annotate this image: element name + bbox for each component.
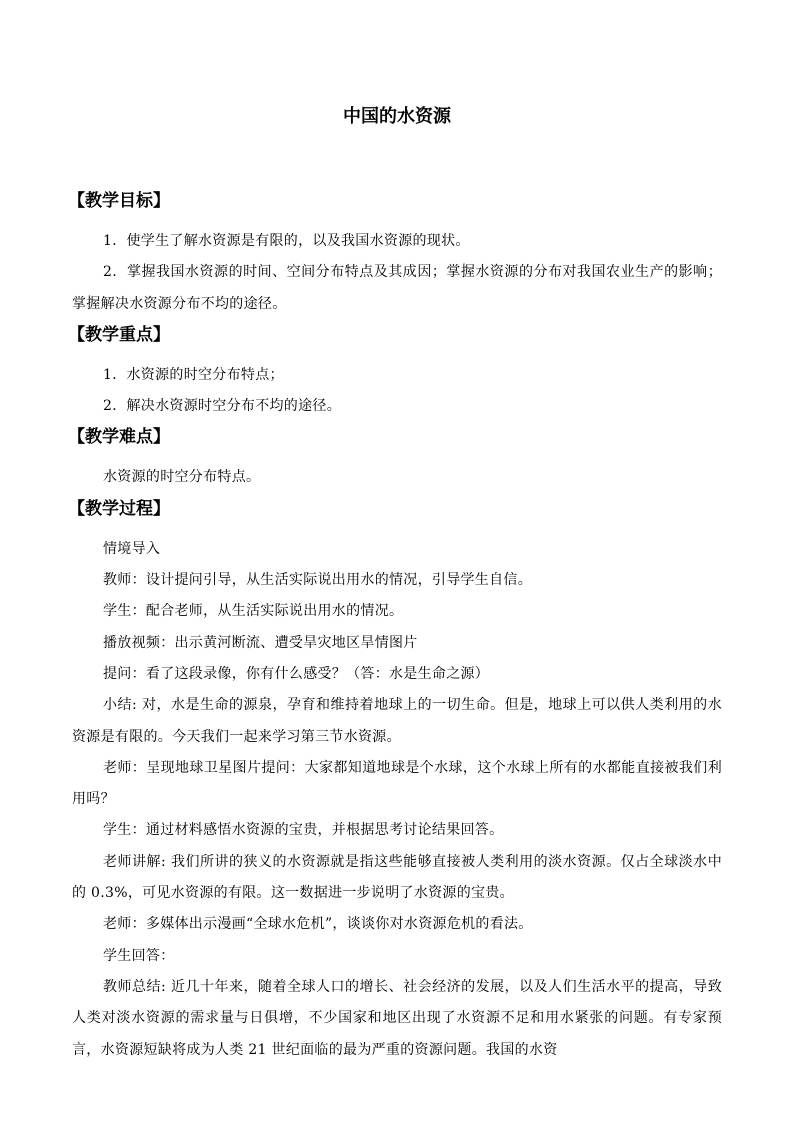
- paragraph: 老师讲解: 我们所讲的狭义的水资源就是指这些能够直接被人类利用的淡水资源。仅占全球淡水中的 0.3%，可见水资源的有限。这一数据进一步说明了水资源的宝贵。: [72, 853, 722, 902]
- paragraph: 老师：多媒体出示漫画“全球水危机”，谈谈你对水资源危机的看法。: [103, 916, 533, 933]
- paragraph: 学生：配合老师，从生活实际说出用水的情况。: [103, 603, 404, 620]
- paragraph: 2．掌握我国水资源的时间、空间分布特点及其成因；掌握水资源的分布对我国农业生产的影响；掌握解决水资源分布不均的途径。: [72, 264, 722, 312]
- section-heading-objectives: 【教学目标】: [68, 191, 170, 211]
- paragraph: 教师：设计提问引导，从生活实际说出用水的情况，引导学生自信。: [103, 572, 532, 589]
- paragraph: 1．水资源的时空分布特点；: [103, 366, 284, 383]
- paragraph: 学生回答：: [103, 947, 175, 964]
- document-body: [68, 186, 722, 1066]
- paragraph: 水资源的时空分布特点。: [103, 469, 261, 486]
- paragraph: 情境导入: [103, 540, 161, 557]
- section-heading-difficulties: 【教学难点】: [68, 427, 170, 448]
- paragraph: 提问：看了这段录像，你有什么感受？（答：水是生命之源）: [103, 665, 490, 682]
- paragraph: 老师：呈现地球卫星图片提问：大家都知道地球是个水球，这个水球上所有的水都能直接被我们利用吗？: [72, 759, 722, 808]
- document-title: 中国的水资源: [343, 106, 451, 127]
- section-heading-key-points: 【教学重点】: [68, 324, 170, 345]
- paragraph: 播放视频：出示黄河断流、遭受旱灾地区旱情图片: [103, 634, 418, 651]
- paragraph: 小结: 对，水是生命的源泉，孕育和维持着地球上的一切生命。但是，地球上可以供人类利用的水资源是有限的。今天我们一起来学习第三节水资源。: [72, 697, 722, 745]
- paragraph: 2．解决水资源时空分布不均的途径。: [103, 398, 342, 415]
- paragraph: 1．使学生了解水资源是有限的，以及我国水资源的现状。: [103, 233, 470, 249]
- paragraph: 学生：通过材料感悟水资源的宝贵，并根据思考讨论结果回答。: [103, 822, 504, 839]
- section-heading-process: 【教学过程】: [68, 498, 170, 519]
- paragraph: 教师总结: 近几十年来，随着全球人口的增长、社会经济的发展，以及人们生活水平的提高，导致人类对淡水资源的需求量与日俱增，不少国家和地区出现了水资源不足和用水紧张的问题。有专家预言，水资源短缺将成为人类 21 世纪面临的最为严重的资源问题。我国的水资: [72, 978, 722, 1058]
